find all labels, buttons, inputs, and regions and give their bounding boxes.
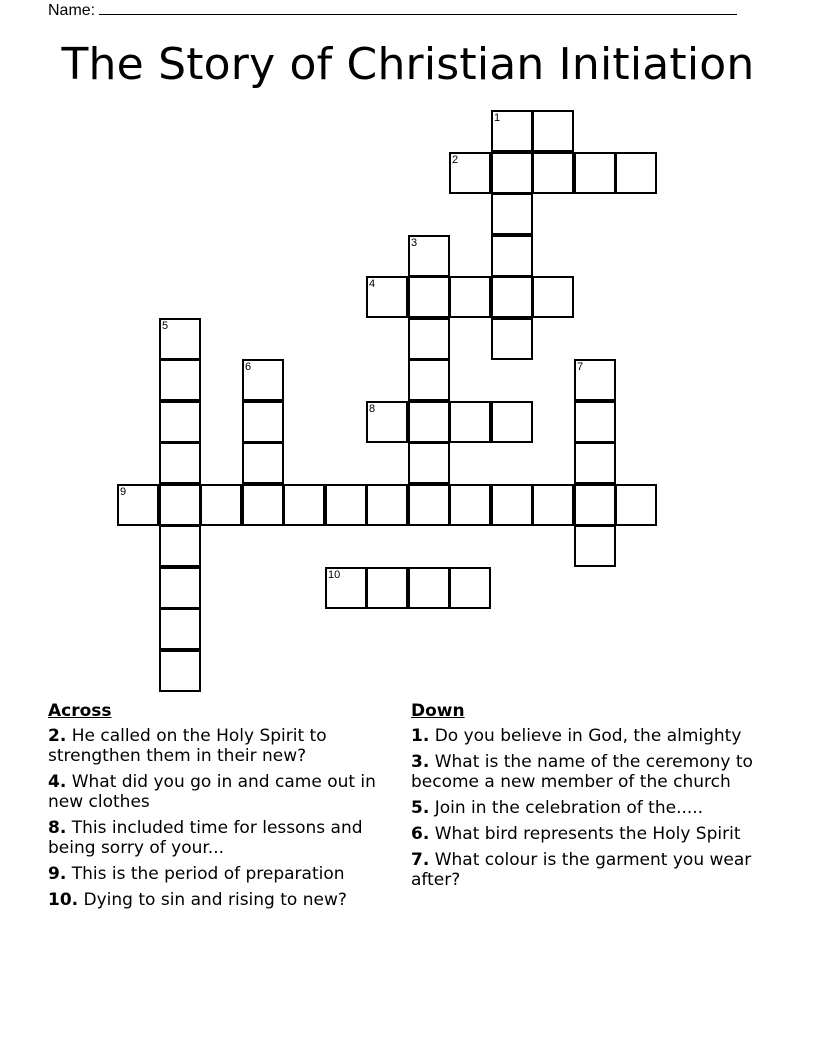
clue-across-4 xyxy=(48,772,393,812)
grid-cell[interactable] xyxy=(325,484,367,526)
clue-text: This included time for lessons and being sorry of your... xyxy=(48,818,363,858)
clue-down-3 xyxy=(411,752,771,792)
grid-cell[interactable] xyxy=(574,401,616,443)
clue-across-2 xyxy=(48,726,393,766)
name-field[interactable] xyxy=(48,0,737,20)
down-clues xyxy=(411,700,771,896)
grid-cell[interactable] xyxy=(491,235,533,277)
grid-cell[interactable] xyxy=(491,152,533,194)
clue-text: Do you believe in God, the almighty xyxy=(429,726,742,746)
grid-cell[interactable] xyxy=(408,359,450,401)
grid-cell[interactable] xyxy=(242,401,284,443)
grid-cell[interactable] xyxy=(449,401,491,443)
grid-cell[interactable] xyxy=(532,152,574,194)
grid-cell[interactable] xyxy=(159,442,201,484)
grid-cell[interactable] xyxy=(532,110,574,152)
clue-text: He called on the Holy Spirit to strengthen them in their new? xyxy=(48,726,327,766)
clue-text: What did you go in and came out in new clothes xyxy=(48,772,376,812)
across-heading: Across xyxy=(48,701,112,721)
grid-cell[interactable] xyxy=(574,484,616,526)
grid-cell[interactable] xyxy=(366,567,408,609)
grid-cell[interactable] xyxy=(366,276,408,318)
cell-number: 8 xyxy=(369,403,376,415)
grid-cell[interactable] xyxy=(574,359,616,401)
grid-cell[interactable] xyxy=(491,484,533,526)
page-title: The Story of Christian Initiation xyxy=(61,39,755,90)
clue-across-10 xyxy=(48,890,393,910)
grid-cell[interactable] xyxy=(366,484,408,526)
grid-cell[interactable] xyxy=(408,276,450,318)
grid-cell[interactable] xyxy=(242,484,284,526)
grid-cell[interactable] xyxy=(283,484,325,526)
clue-text: This is the period of preparation xyxy=(66,864,345,884)
cell-number: 2 xyxy=(452,154,459,166)
grid-cell[interactable] xyxy=(491,401,533,443)
clue-number: 7. xyxy=(411,850,430,870)
clue-number: 8. xyxy=(48,818,67,838)
clue-number: 9. xyxy=(48,864,67,884)
clue-text: What bird represents the Holy Spirit xyxy=(429,824,741,844)
clue-text: What is the name of the ceremony to become a new member of the church xyxy=(411,752,753,792)
grid-cell[interactable] xyxy=(325,567,367,609)
grid-cell[interactable] xyxy=(242,359,284,401)
grid-cell[interactable] xyxy=(200,484,242,526)
clue-number: 3. xyxy=(411,752,430,772)
grid-cell[interactable] xyxy=(449,567,491,609)
grid-cell[interactable] xyxy=(159,359,201,401)
clue-number: 2. xyxy=(48,726,67,746)
clue-number: 10. xyxy=(48,890,79,910)
clue-across-9 xyxy=(48,864,393,884)
grid-cell[interactable] xyxy=(159,401,201,443)
clue-across-8 xyxy=(48,818,393,858)
cell-number: 1 xyxy=(494,112,501,124)
grid-cell[interactable] xyxy=(491,110,533,152)
name-label: Name: xyxy=(48,2,96,19)
clue-text: Dying to sin and rising to new? xyxy=(78,890,347,910)
grid-cell[interactable] xyxy=(408,401,450,443)
clue-text: Join in the celebration of the..... xyxy=(429,798,704,818)
clue-number: 4. xyxy=(48,772,67,792)
cell-number: 3 xyxy=(411,237,418,249)
clue-number: 1. xyxy=(411,726,430,746)
cell-number: 4 xyxy=(369,278,376,290)
clue-text: What colour is the garment you wear after? xyxy=(411,850,752,890)
clue-number: 5. xyxy=(411,798,430,818)
across-clues xyxy=(48,700,393,916)
clue-down-5 xyxy=(411,798,771,818)
clue-down-1 xyxy=(411,726,771,746)
grid-cell[interactable] xyxy=(159,484,201,526)
cell-number: 10 xyxy=(328,569,341,581)
grid-cell[interactable] xyxy=(117,484,159,526)
grid-cell[interactable] xyxy=(408,318,450,360)
grid-cell[interactable] xyxy=(159,525,201,567)
cell-number: 6 xyxy=(245,361,252,373)
grid-cell[interactable] xyxy=(408,235,450,277)
grid-cell[interactable] xyxy=(491,193,533,235)
grid-cell[interactable] xyxy=(449,152,491,194)
grid-cell[interactable] xyxy=(449,276,491,318)
grid-cell[interactable] xyxy=(408,442,450,484)
grid-cell[interactable] xyxy=(408,484,450,526)
grid-cell[interactable] xyxy=(449,484,491,526)
grid-cell[interactable] xyxy=(242,442,284,484)
grid-cell[interactable] xyxy=(532,276,574,318)
grid-cell[interactable] xyxy=(532,484,574,526)
grid-cell[interactable] xyxy=(574,525,616,567)
grid-cell[interactable] xyxy=(491,276,533,318)
grid-cell[interactable] xyxy=(159,650,201,692)
grid-cell[interactable] xyxy=(159,608,201,650)
down-heading: Down xyxy=(411,701,465,721)
grid-cell[interactable] xyxy=(491,318,533,360)
grid-cell[interactable] xyxy=(574,442,616,484)
name-blank-line[interactable] xyxy=(99,0,737,15)
grid-cell[interactable] xyxy=(159,567,201,609)
grid-cell[interactable] xyxy=(615,484,657,526)
cell-number: 7 xyxy=(577,361,584,373)
cell-number: 5 xyxy=(162,320,169,332)
grid-cell[interactable] xyxy=(159,318,201,360)
clue-number: 6. xyxy=(411,824,430,844)
grid-cell[interactable] xyxy=(408,567,450,609)
grid-cell[interactable] xyxy=(366,401,408,443)
clue-down-6 xyxy=(411,824,771,844)
cell-number: 9 xyxy=(120,486,127,498)
clue-down-7 xyxy=(411,850,771,890)
grid-cell[interactable] xyxy=(574,152,616,194)
grid-cell[interactable] xyxy=(615,152,657,194)
